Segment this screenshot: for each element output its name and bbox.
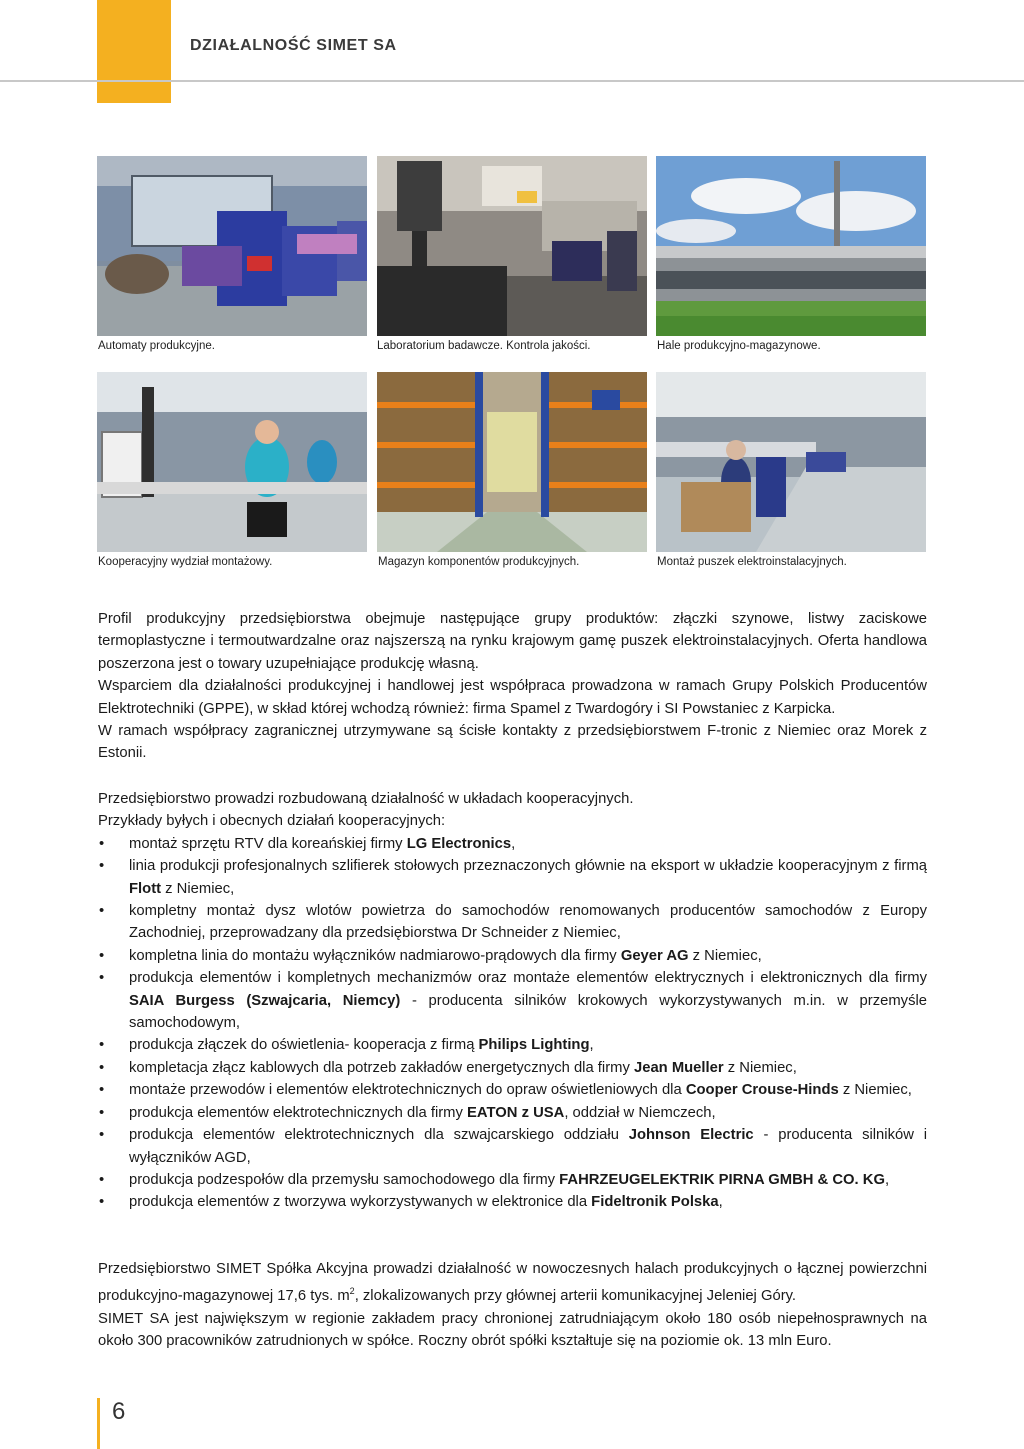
caption-component-warehouse: Magazyn komponentów produkcyjnych. <box>378 556 580 568</box>
list-item: • produkcja elementów elektrotechnicznych dla firmy EATON z USA, oddział w Niemczech, <box>98 1102 927 1124</box>
caption-production-halls: Hale produkcyjno-magazynowe. <box>657 340 821 352</box>
intro-paragraph-2: Wsparciem dla działalności produkcyjnej i handlowej jest współpraca prowadzona w ramach Grupy Polskich Producentów Elektrotechniki (GPPE), w skład której wchodzą również: firma Spamel z Twardogóry i SI Powstaniec z Karpicka. <box>98 678 927 717</box>
photo-assembly-department <box>97 372 367 552</box>
list-item: • produkcja elementów elektrotechnicznych dla szwajcarskiego oddziału Johnson Electric - producenta silników i wyłączników AGD, <box>98 1124 927 1169</box>
photo-component-warehouse <box>377 372 647 552</box>
caption-box-assembly: Montaż puszek elektroinstalacyjnych. <box>657 556 847 568</box>
list-item: • produkcja podzespołów dla przemysłu samochodowego dla firmy FAHRZEUGELEKTRIK PIRNA GMBH & CO. KG, <box>98 1169 927 1191</box>
list-item: • kompletacja złącz kablowych dla potrzeb zakładów energetycznych dla firmy Jean Mueller z Niemiec, <box>98 1057 927 1079</box>
cooperation-section <box>98 788 927 1214</box>
list-item: • montaż sprzętu RTV dla koreańskiej firmy LG Electronics, <box>98 833 927 855</box>
list-item: • montaże przewodów i elementów elektrotechnicznych do opraw oświetleniowych dla Cooper Crouse-Hinds z Niemiec, <box>98 1079 927 1101</box>
photo-research-lab <box>377 156 647 336</box>
photo-box-assembly <box>656 372 926 552</box>
cooperation-examples-heading: Przykłady byłych i obecnych działań kooperacyjnych: <box>98 813 446 830</box>
list-item: • kompletny montaż dysz wlotów powietrza do samochodów renomowanych producentów samochodów z Europy Zachodniej, przeprowadzany dla przedsiębiorstwa Dr Schneider z Niemiec, <box>98 900 927 945</box>
intro-paragraph-3: W ramach współpracy zagranicznej utrzymywane są ścisłe kontakty z przedsiębiorstwem F-tronic z Niemiec oraz Morek z Estonii. <box>98 723 927 762</box>
caption-production-automats: Automaty produkcyjne. <box>98 340 215 352</box>
closing-text <box>98 1258 927 1353</box>
cooperation-intro: Przedsiębiorstwo prowadzi rozbudowaną działalność w układach kooperacyjnych. <box>98 791 634 807</box>
cooperation-list <box>98 833 927 1214</box>
page-number: 6 <box>112 1398 126 1425</box>
footer-accent-rule <box>97 1398 100 1449</box>
closing-paragraph-2: SIMET SA jest największym w regionie zakładem pracy chronionej zatrudniającym około 180 osób niepełnosprawnych na około 300 pracowników zatrudnionych w spółce. Roczny obrót spółki kształtuje się na poziomie ok. 13 mln Euro. <box>98 1310 927 1350</box>
header-accent-block <box>97 0 171 103</box>
list-item: • produkcja złączek do oświetlenia- kooperacja z firmą Philips Lighting, <box>98 1034 927 1056</box>
photo-production-automats <box>97 156 367 336</box>
header-rule <box>0 80 1024 82</box>
photo-production-halls <box>656 156 926 336</box>
caption-research-lab: Laboratorium badawcze. Kontrola jakości. <box>377 340 591 352</box>
closing-paragraph-1: Przedsiębiorstwo SIMET Spółka Akcyjna prowadzi działalność w nowoczesnych halach produkcyjnych o łącznej powierzchni produkcyjno-magazynowej 17,6 tys. $m^2$, zlokalizowanych przy głównej arterii komunikacyjnej Jeleniej Góry. <box>98 1261 927 1305</box>
page-header-title: DZIAŁALNOŚĆ SIMET SA <box>190 37 397 54</box>
intro-text <box>98 608 927 765</box>
list-item: • produkcja elementów i kompletnych mechanizmów oraz montaże elementów elektrycznych i elektronicznych dla firmy SAIA Burgess (Szwajcaria, Niemcy) - producenta silników krokowych wykorzystywanych m.in. w przemyśle samochodowym, <box>98 967 927 1034</box>
list-item: • linia produkcji profesjonalnych szlifierek stołowych przeznaczonych głównie na eksport w układzie kooperacyjnym z firmą Flott z Niemiec, <box>98 855 927 900</box>
caption-assembly-department: Kooperacyjny wydział montażowy. <box>98 556 273 568</box>
list-item: • kompletna linia do montażu wyłączników nadmiarowo-prądowych dla firmy Geyer AG z Niemiec, <box>98 945 927 967</box>
intro-paragraph-1: Profil produkcyjny przedsiębiorstwa obejmuje następujące grupy produktów: złączki szynowe, listwy zaciskowe termoplastyczne i termoutwardzalne oraz najszerszą na rynku krajowym gamę puszek elektroinstalacyjnych. Oferta handlowa poszerzona jest o towary uzupełniające produkcję własną. <box>98 611 927 672</box>
list-item: • produkcja elementów z tworzywa wykorzystywanych w elektronice dla Fideltronik Polska, <box>98 1191 927 1213</box>
